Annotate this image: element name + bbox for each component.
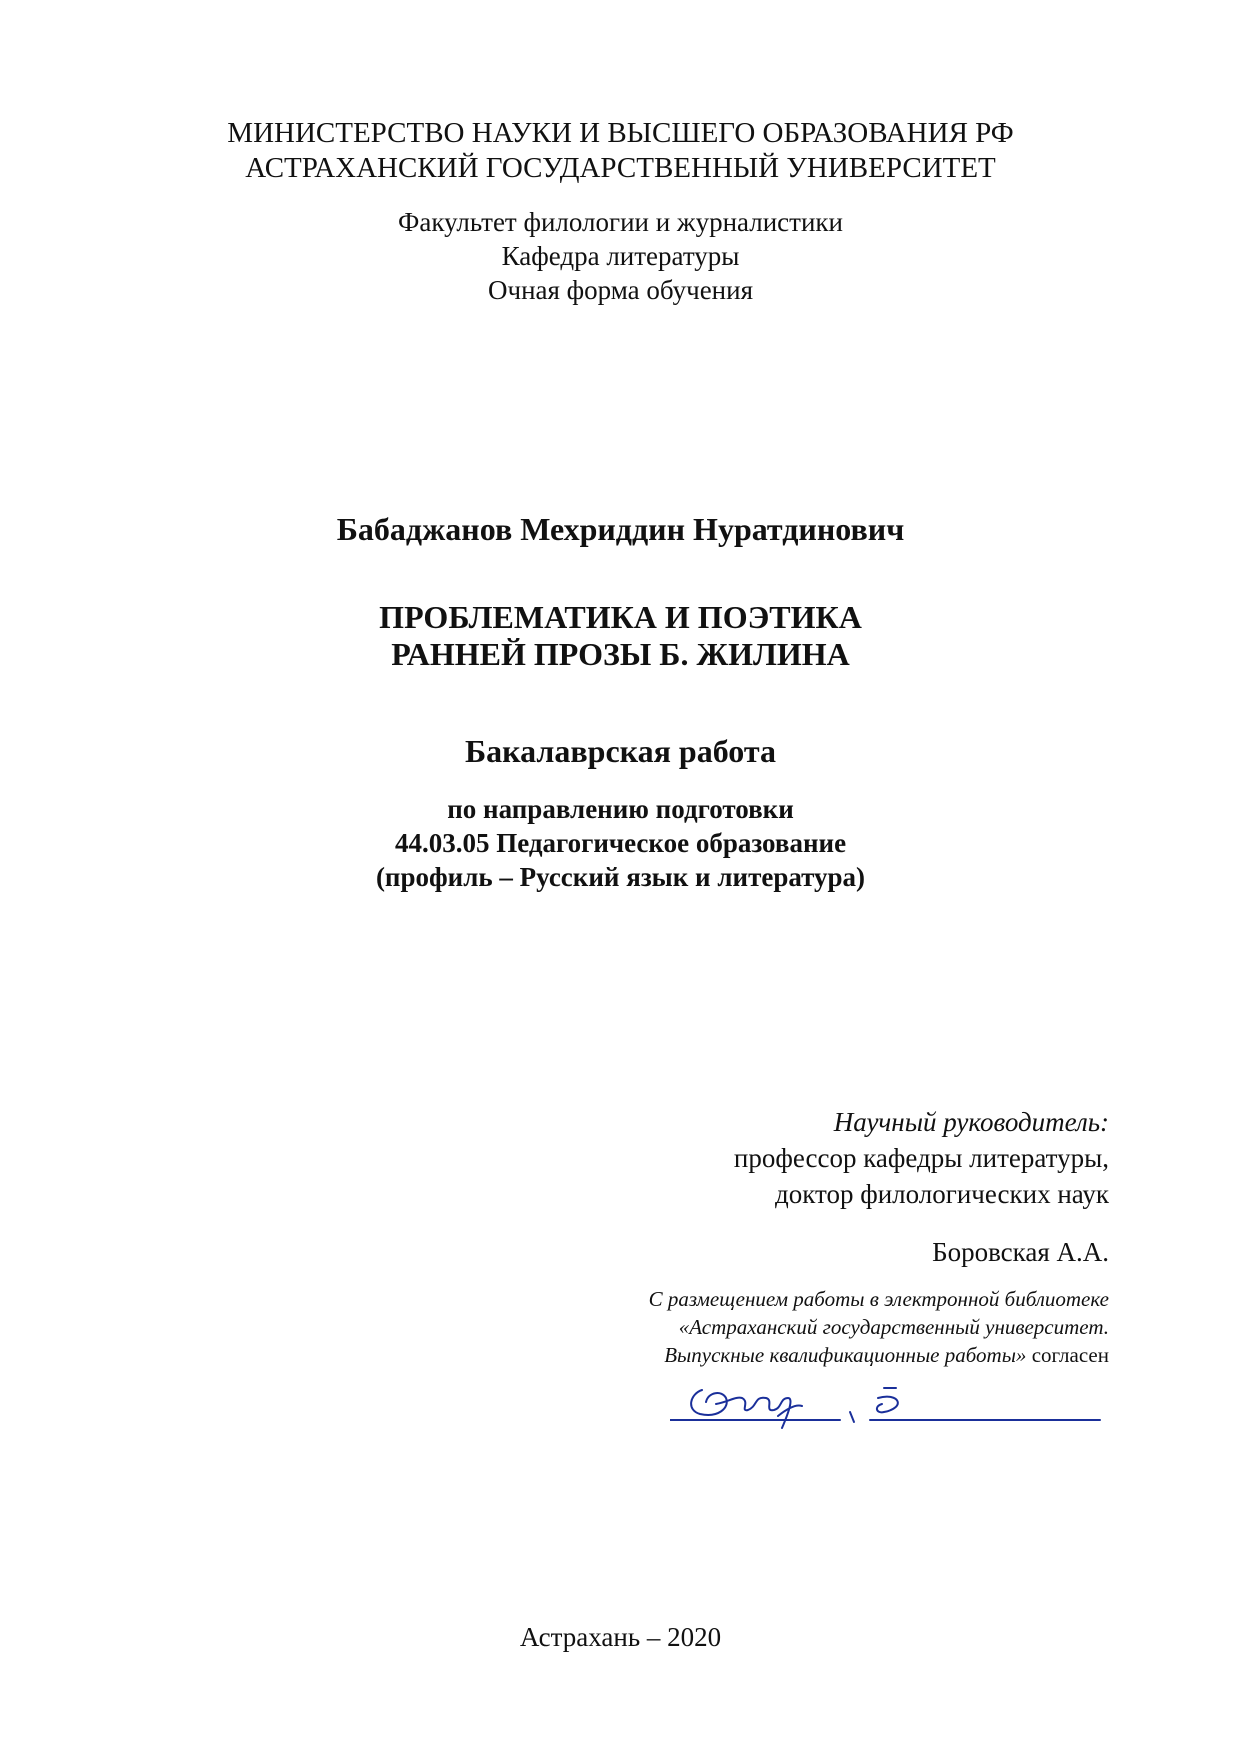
supervisor-heading: Научный руководитель: (833, 1107, 1109, 1137)
thesis-title-line-2: РАННЕЙ ПРОЗЫ Б. ЖИЛИНА (391, 636, 850, 672)
supervisor-name: Боровская А.А. (932, 1237, 1109, 1267)
study-direction-line-1: по направлению подготовки (447, 794, 794, 824)
supervisor-degree: доктор филологических наук (775, 1179, 1109, 1209)
study-direction (0, 792, 1241, 894)
consent-line-1: С размещением работы в электронной библиотеке (648, 1287, 1109, 1311)
consent-line-3-upright: согласен (1026, 1343, 1109, 1367)
signatures (670, 1368, 1150, 1448)
consent-line-3-italic: Выпускные квалификационные работы» (664, 1343, 1027, 1367)
study-direction-line-2: 44.03.05 Педагогическое образование (394, 828, 847, 858)
consent-line-3 (649, 1341, 1109, 1369)
thesis-title (0, 599, 1241, 673)
library-consent (649, 1285, 1109, 1369)
university-name: АСТРАХАНСКИЙ ГОСУДАРСТВЕННЫЙ УНИВЕРСИТЕТ (245, 152, 996, 184)
student-signature-flourish (877, 1388, 898, 1412)
study-direction-line-3: (профиль – Русский язык и литература) (375, 862, 866, 892)
supervisor-signature (691, 1390, 802, 1428)
city-year: Астрахань – 2020 (519, 1622, 722, 1652)
supervisor-credentials (734, 1140, 1109, 1212)
separator-slash (850, 1412, 854, 1422)
faculty-name: Факультет филологии и журналистики (398, 207, 843, 237)
author-name: Бабаджанов Мехриддин Нуратдинович (336, 511, 905, 547)
work-type: Бакалаврская работа (465, 733, 776, 769)
supervisor-position: профессор кафедры литературы, (733, 1143, 1109, 1173)
study-form: Очная форма обучения (488, 275, 753, 305)
faculty-block (0, 205, 1241, 307)
department-name: Кафедра литературы (501, 241, 740, 271)
consent-line-2: «Астраханский государственный университет. (678, 1315, 1109, 1339)
ministry-name: МИНИСТЕРСТВО НАУКИ И ВЫСШЕГО ОБРАЗОВАНИЯ РФ (227, 117, 1014, 149)
institution-header (0, 116, 1241, 186)
thesis-title-line-1: ПРОБЛЕМАТИКА И ПОЭТИКА (379, 599, 862, 635)
